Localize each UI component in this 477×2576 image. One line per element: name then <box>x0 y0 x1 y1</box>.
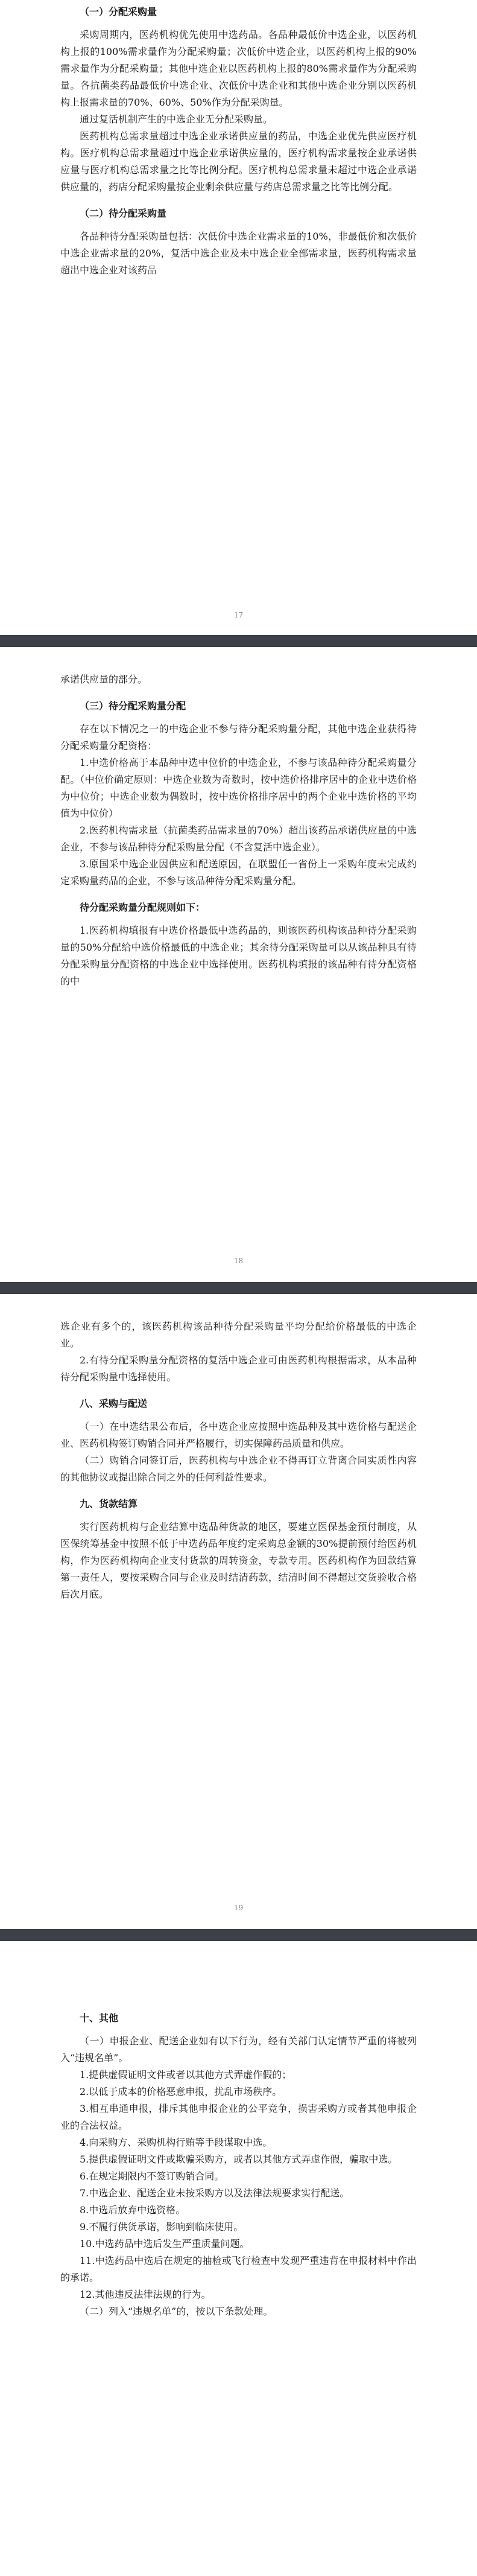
paragraph: 5.提供虚假证明文件或欺骗采购方，或者以其他方式弄虚作假，骗取中选。 <box>80 2154 398 2165</box>
page-body <box>60 671 417 990</box>
paragraph: （二）购销合同签订后，医药机构与中选企业不得再订立背离合同实质性内容的其他协议或提出除合同之外的任何利益性要求。 <box>60 1455 417 1483</box>
paragraph: 1.医药机构填报有中选价格最低中选药品的，则该医药机构该品种待分配采购量的50%分配给中选价格最低的中选企业；其余待分配采购量可以从该品种具有待分配采购量分配资格的中选企业中选择使用。医药机构填报的该品种有待分配资格的中 <box>60 925 417 987</box>
paragraph: 2.有待分配采购量分配资格的复活中选企业可由医药机构根据需求，从本品种待分配采购量中选择使用。 <box>60 1354 417 1383</box>
paragraph: 10.中选药品中选后发生严重质量问题。 <box>80 2238 250 2249</box>
paragraph: 4.向采购方、采购机构行贿等手段谋取中选。 <box>80 2137 273 2148</box>
paragraph: 通过复活机制产生的中选企业无分配采购量。 <box>80 113 273 125</box>
paragraph: 6.在规定期限内不签订购销合同。 <box>80 2170 224 2182</box>
paragraph: 1.中选价格高于本品种中选中位价的中选企业，不参与该品种待分配采购量分配。（中位价确定原则：中选企业数为奇数时，按中选价格排序居中的企业中选价格为中位价；中选企业数为偶数时，按中选价格排序居中的两个企业中选价格的平均值为中位价） <box>60 757 417 819</box>
paragraph: 3.原国采中选企业因供应和配送原因，在联盟任一省份上一采购年度未完成约定采购量药品的企业，不参与该品种待分配采购量分配。 <box>60 858 417 887</box>
page-body <box>60 4 417 279</box>
paragraph: 8.中选后放弃中选资格。 <box>80 2204 186 2216</box>
section-heading: （三）待分配采购量分配 <box>80 700 186 712</box>
page-number: 18 <box>233 1257 244 1265</box>
section-heading: 十、其他 <box>80 2012 119 2024</box>
paragraph: 承诺供应量的部分。 <box>60 674 148 685</box>
section-heading: （二）待分配采购量 <box>80 208 167 219</box>
paragraph: 9.不履行供货承诺，影响到临床使用。 <box>80 2221 244 2233</box>
paragraph: 存在以下情况之一的中选企业不参与待分配采购量分配，其他中选企业获得待分配采购量分配资格： <box>60 723 417 751</box>
document-page <box>0 0 477 635</box>
document-page <box>0 1294 477 1929</box>
page-body <box>60 2010 417 2320</box>
paragraph: 7.中选企业、配送企业未按采购方以及法律法规要求实行配送。 <box>80 2187 350 2199</box>
page-number: 17 <box>233 611 244 619</box>
paragraph: 实行医药机构与企业结算中选品种货款的地区，要建立医保基金预付制度，从医保统筹基金中按照不低于中选药品年度约定采购总金额的30%提前预付给医药机构，作为医药机构向企业支付货款的周转资金，专款专用。医药机构作为回款结算第一责任人，要按采购合同与企业及时结清药款，结清时间不得超过交货验收合格后次月底。 <box>60 1521 417 1600</box>
page-separator <box>0 635 477 647</box>
paragraph: 医药机构总需求量超过中选企业承诺供应量的药品，中选企业优先供应医疗机构。医疗机构总需求量超过中选企业承诺供应量的，医疗机构需求量按企业承诺供应量与医疗机构总需求量之比等比例分配。医疗机构总需求量未超过中选企业承诺供应量的，药店分配采购量按企业剩余供应量与药店总需求量之比等比例分配。 <box>60 130 417 193</box>
paragraph: 采购周期内，医药机构优先使用中选药品。各品种最低价中选企业，以医药机构上报的100%需求量作为分配采购量；次低价中选企业，以医药机构上报的90%需求量作为分配采购量；其他中选企业以医药机构上报的80%需求量作为分配采购量。各抗菌类药品最低价中选企业、次低价中选企业和其他中选企业分别以医药机构上报需求量的70%、60%、50%作为分配采购量。 <box>60 29 417 108</box>
paragraph: （一）在中选结果公布后，各中选企业应按照中选品种及其中选价格与配送企业、医药机构签订购销合同并严格履行，切实保障药品质量和供应。 <box>60 1421 417 1449</box>
section-heading: 八、采购与配送 <box>80 1398 148 1409</box>
section-heading: 待分配采购量分配规则如下： <box>80 902 206 913</box>
paragraph: 12.其他违反法律法规的行为。 <box>80 2289 211 2300</box>
paragraph: 各品种待分配采购量包括：次低价中选企业需求量的10%，非最低价和次低价中选企业需求量的20%，复活中选企业及未中选企业全部需求量，医药机构需求量超出中选企业对该药品 <box>60 231 417 276</box>
document-page <box>0 647 477 1282</box>
paragraph: 1.提供虚假证明文件或者以其他方式弄虚作假的； <box>80 2069 292 2080</box>
page-separator <box>0 1929 477 1941</box>
page-number: 19 <box>233 1904 244 1912</box>
paragraph: （二）列入“违规名单”的，按以下条款处理。 <box>80 2306 273 2317</box>
page-body <box>60 1318 417 1603</box>
section-heading: 九、货款结算 <box>80 1498 138 1510</box>
paragraph: 3.相互串通申报，排斥其他申报企业的公平竞争，损害采购方或者其他申报企业的合法权益。 <box>60 2103 417 2131</box>
page-separator <box>0 1282 477 1294</box>
paragraph: 选企业有多个的，该医药机构该品种待分配采购量平均分配给价格最低的中选企业。 <box>60 1321 417 1349</box>
section-heading: （一）分配采购量 <box>80 6 157 18</box>
paragraph: （一）申报企业、配送企业如有以下行为，经有关部门认定情节严重的将被列入“违规名单”。 <box>60 2035 417 2064</box>
paragraph: 2.医药机构需求量（抗菌类药品需求量的70%）超出该药品承诺供应量的中选企业，不参与该品种待分配采购量分配（不含复活中选企业）。 <box>60 824 417 853</box>
document-page <box>0 1941 477 2576</box>
paragraph: 2.以低于成本的价格恶意申报，扰乱市场秩序。 <box>80 2086 282 2097</box>
paragraph: 11.中选药品中选后在规定的抽检或飞行检查中发现严重违背在申报材料中作出的承诺。 <box>60 2255 417 2283</box>
